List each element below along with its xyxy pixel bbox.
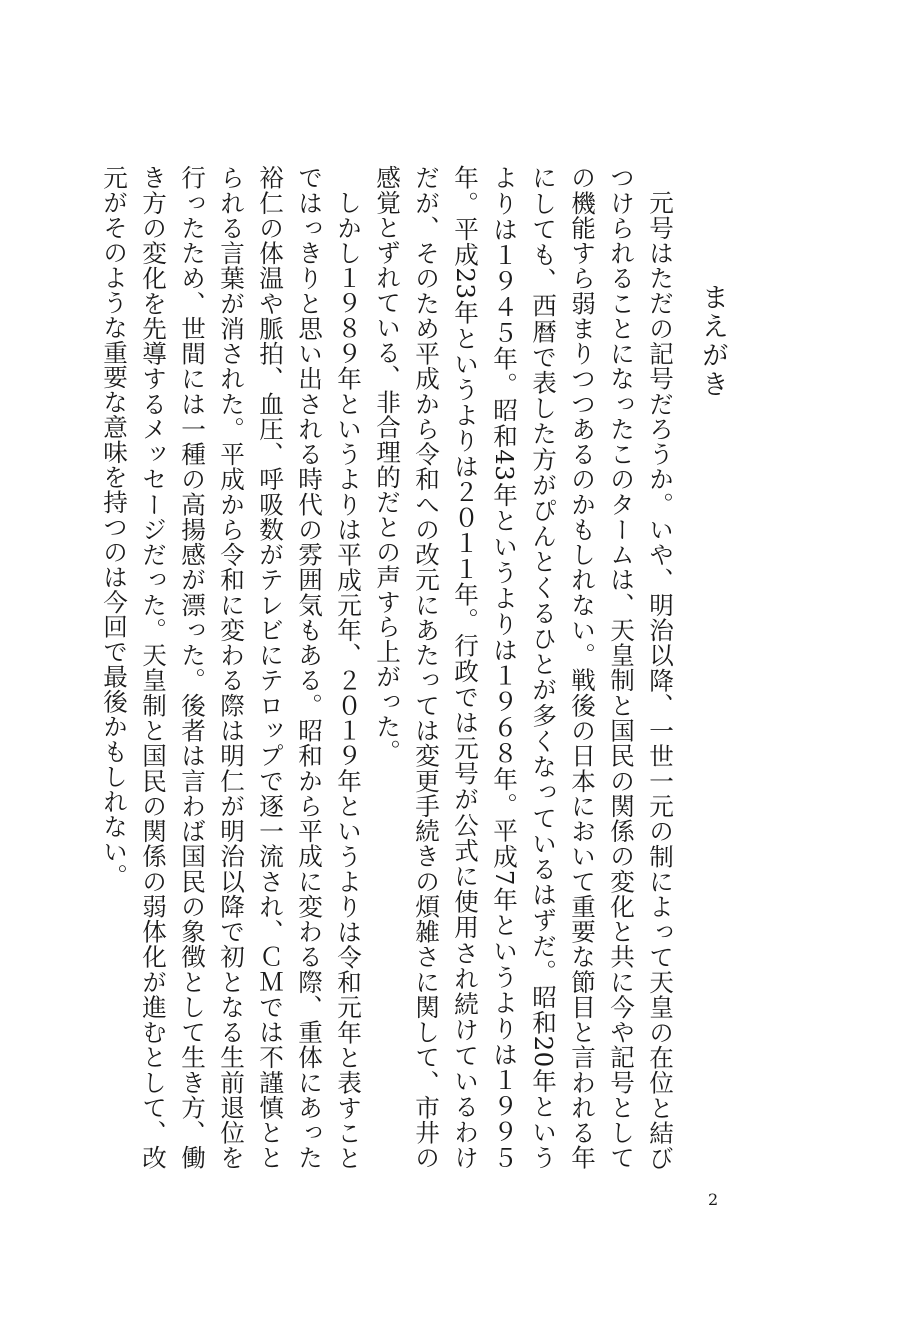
- paragraph: 元号はただの記号だろうか。いや、明治以降、一世一元の制によって天皇の在位と結びつけられることになったこのタームは、天皇制と国民の関係の変化と共に今や記号としての機能すら弱まりつつあるのかもしれない。戦後の日本において重要な節目と言われる年にしても、西暦で表した方がぴんとくるひとが多くなっているはずだ。昭和20年というよりは１９４５年。昭和43年というよりは１９６８年。平成7年というよりは１９９５年。平成23年というよりは２０１１年。行政では元号が公式に使用され続けているわけだが、そのため平成から令和への改元にあたっては変更手続きの煩雑さに関して、市井の感覚とずれている、非合理的だとの声すら上がった。: [373, 165, 675, 1170]
- body-text: [100, 165, 680, 1170]
- page-number: 2: [708, 1190, 719, 1209]
- page-title: まえがき: [697, 283, 728, 399]
- paragraph: しかし１９８９年というよりは平成元年、２０１９年というよりは令和元年と表すことではっきりと思い出される時代の雰囲気もある。昭和から平成に変わる際、重体にあった裕仁の体温や脈拍、血圧、呼吸数がテレビにテロップで逐一流され、ＣＭでは不謹慎ととられる言葉が消された。平成から令和に変わる際は明仁が明治以降で初となる生前退位を行ったため、世間には一種の高揚感が漂った。後者は言わば国民の象徴として生き方、働き方の変化を先導するメッセージだった。天皇制と国民の関係の弱体化が進むとして、改元がそのような重要な意味を持つのは今回で最後かもしれない。: [100, 165, 363, 1170]
